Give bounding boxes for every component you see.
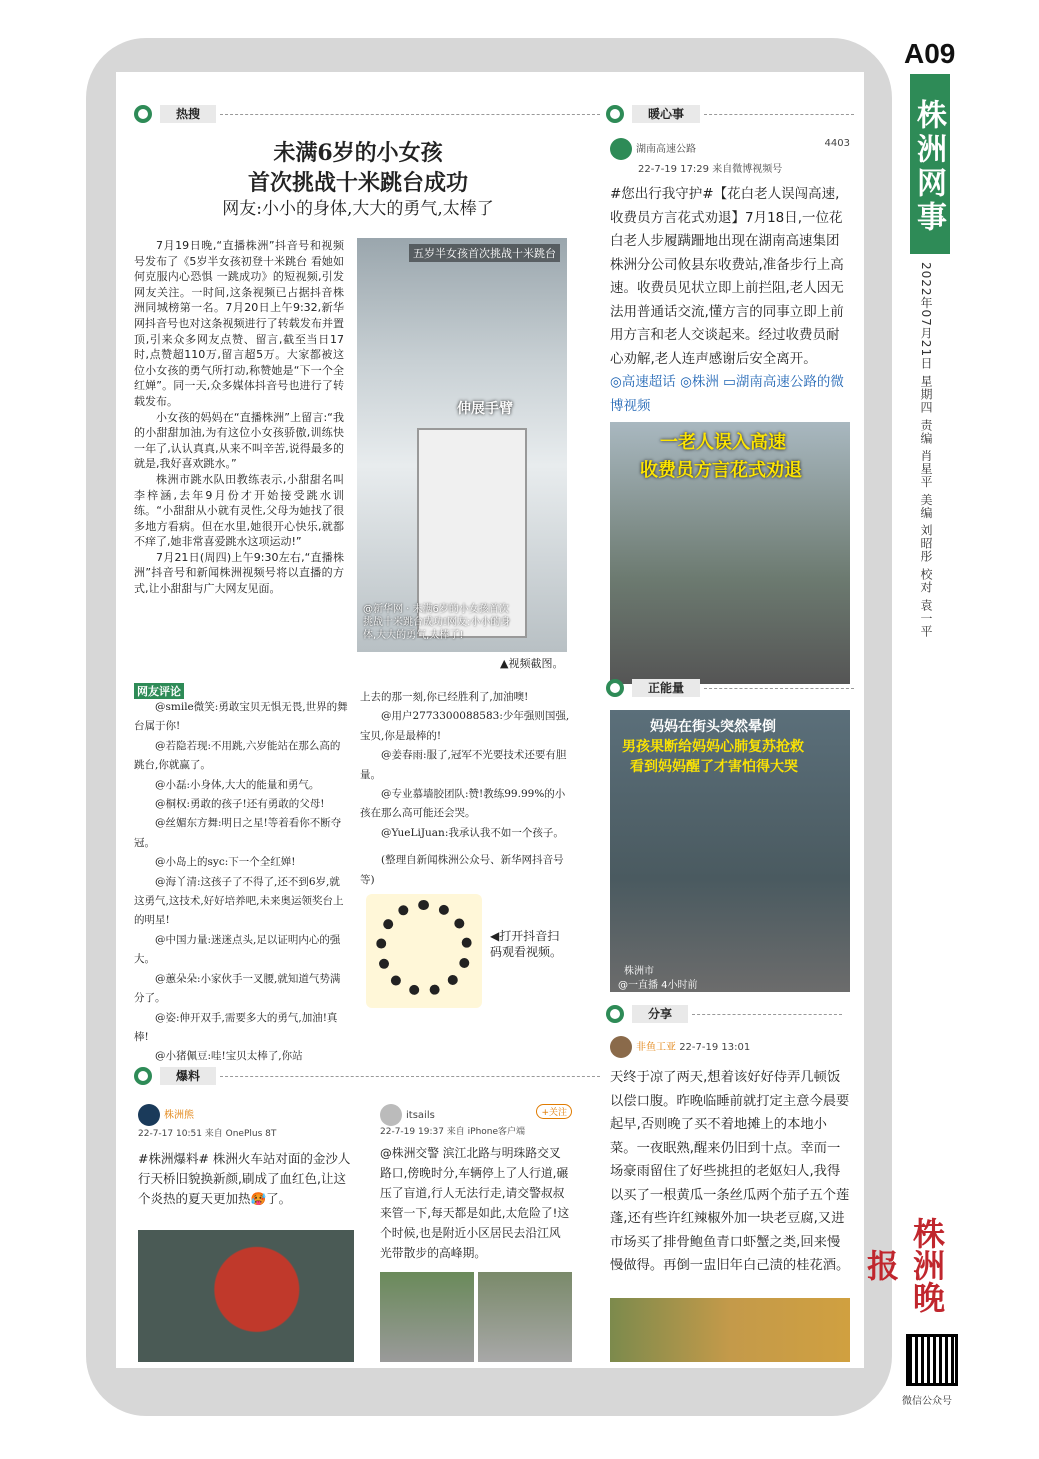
video-description: @新华网 · 末满6岁的小女孩首次挑战十米跳台成功!网友:小小的身体,大大的勇气,太棒了! bbox=[363, 604, 511, 641]
weibo-user[interactable]: itsails bbox=[406, 1110, 435, 1121]
post-links[interactable]: ◎高速超话 ◎株洲 ▭湖南高速公路的微博视频 bbox=[610, 374, 844, 414]
video-screenshot bbox=[357, 238, 567, 652]
page-number: A09 bbox=[904, 38, 956, 69]
section-head-hot bbox=[134, 104, 600, 124]
warm-img-text-1: 一老人误入高速 bbox=[660, 432, 786, 453]
red-bridge-photo bbox=[138, 1230, 354, 1362]
hot-headline bbox=[148, 138, 568, 220]
positive-location: 株洲市 bbox=[624, 966, 654, 977]
tipoff-post-text-2: @株洲交警 滨江北路与明珠路交叉路口,傍晚时分,车辆停上了人行道,碾压了盲道,行人无法行走,请交警叔叔来管一下,每天都是如此,太危险了!这个时候,也是附近小区居民去沿江风光带散步的高峰期。 bbox=[380, 1146, 570, 1260]
post-time: 22-7-19 13:01 bbox=[679, 1042, 751, 1053]
comment: @小磊:小身体,大大的能量和勇气。 bbox=[155, 778, 320, 791]
hot-article bbox=[134, 238, 344, 597]
article-paragraph: 7月21日(周四)上午9:30左右,“直播株洲”抖音号和新闻株洲视频号将以直播的方式,让小甜甜与广大网友见面。 bbox=[134, 550, 344, 596]
section-dot-icon bbox=[134, 1067, 152, 1085]
wechat-qr-code bbox=[906, 1334, 958, 1386]
comment: @中国力量:迷迷点头,足以证明内心的强大。 bbox=[134, 933, 341, 966]
comment: 上去的那一刻,你已经胜利了,加油噢! bbox=[360, 691, 529, 703]
douyin-qr-code[interactable] bbox=[366, 894, 482, 1008]
share-weibo-card bbox=[610, 1036, 850, 1360]
comments-title: 网友评论 bbox=[134, 683, 184, 699]
warm-video-image bbox=[610, 422, 850, 684]
section-head-positive bbox=[606, 678, 854, 698]
comment: @蕙朵朵:小家伙手一叉腰,就知道气势满分了。 bbox=[134, 972, 341, 1005]
comments-left bbox=[134, 698, 348, 1067]
section-head-share bbox=[606, 1004, 842, 1024]
warm-weibo-card bbox=[610, 138, 850, 664]
article-paragraph: 小女孩的妈妈在“直播株洲”上留言:“我的小甜甜加油,为有这位小女孩骄傲,训练快一年了,认认真真,从来不叫辛苦,说得最多的就是,我好喜欢跳水。” bbox=[134, 410, 344, 471]
section-dot-icon bbox=[606, 105, 624, 123]
comment: @姿:伸开双手,需要多大的勇气,加油!真棒! bbox=[134, 1011, 338, 1043]
qr-instruction: ◀打开抖音扫码观看视频。 bbox=[490, 929, 563, 959]
warm-img-text-2: 收费员方言花式劝退 bbox=[640, 460, 802, 481]
warm-post-text: #您出行我守护#【花白老人误闯高速,收费员方言花式劝退】7月18日,一位花白老人步履蹒跚地出现在湖南高速集团株洲分公司攸县东收费站,准备步行上高速。收费员见状立即上前拦阻,老人因无法用普通话交流,懂方言的同事立即上前用方言和老人交谈起来。经过收费员耐心劝解,老人连声感谢后安全离开。 bbox=[610, 186, 844, 367]
section-dot-icon bbox=[606, 679, 624, 697]
comment: @海丫清:这孩子了不得了,还不到6岁,就这勇气,这技术,好好培养吧,未来奥运领奖台上的明星! bbox=[134, 875, 344, 927]
avatar bbox=[138, 1104, 160, 1126]
comment: @专业慕墙胶团队:赞!教练99.99%的小孩在那么高可能还会哭。 bbox=[360, 788, 566, 820]
section-label-share: 分享 bbox=[632, 1005, 688, 1023]
tipoff-card-1 bbox=[138, 1104, 354, 1362]
comment: @smile微笑:勇敢宝贝无惧无畏,世界的舞台属于你! bbox=[134, 701, 348, 733]
positive-time: @一直播 4小时前 bbox=[618, 980, 698, 991]
edition-info: 2022年07月21日 星期四 责编 肖星平 美编 刘昭彤 校对 袁一平 bbox=[919, 262, 933, 638]
comment: @姜春雨:服了,冠军不光要技术还要有胆量。 bbox=[360, 749, 567, 781]
weibo-user[interactable]: 非鱼工亚 bbox=[636, 1042, 676, 1053]
avatar bbox=[610, 1036, 632, 1058]
headline-line-1: 未满6岁的小女孩 bbox=[273, 140, 443, 166]
post-time: 22-7-19 17:29 来自微博视频号 bbox=[638, 164, 783, 175]
positive-text-1: 妈妈在街头突然晕倒 bbox=[650, 719, 776, 735]
section-dot-icon bbox=[606, 1005, 624, 1023]
section-label-warm: 暖心事 bbox=[632, 105, 700, 123]
video-title: 五岁半女孩首次挑战十米跳台 bbox=[409, 244, 560, 262]
article-paragraph: 株洲市跳水队田教练表示,小甜甜名叫李梓涵,去年9月份才开始接受跳水训练。“小甜甜从小就有灵性,父母为她找了很多地方看病。但在水里,她很开心快乐,就都不痒了,她非常喜爱跳水这项运动!” bbox=[134, 472, 344, 549]
weibo-user[interactable]: 株洲熊 bbox=[164, 1110, 194, 1121]
headline-subtitle: 网友:小小的身体,大大的勇气,太棒了 bbox=[222, 199, 494, 219]
newspaper-logo: 株洲晚报 bbox=[862, 1217, 946, 1313]
positive-text-3: 看到妈妈醒了才害怕得大哭 bbox=[630, 759, 798, 775]
parked-cars-photo-2 bbox=[478, 1272, 572, 1362]
wechat-qr-label: 微信公众号 bbox=[902, 1396, 952, 1407]
avatar bbox=[610, 138, 632, 160]
comment: @小猪佩豆:哇!宝贝太棒了,你站 bbox=[155, 1050, 303, 1063]
video-subtitle: 伸展手臂 bbox=[457, 401, 513, 417]
video-caption: ▲视频截图。 bbox=[500, 657, 564, 670]
section-head-tipoff bbox=[134, 1066, 600, 1086]
food-photos bbox=[610, 1298, 850, 1362]
post-time: 22-7-19 19:37 来自 iPhone客户端 bbox=[380, 1127, 526, 1137]
comment: @用户2773300088583:少年强则国强,宝贝,你是最棒的! bbox=[360, 710, 570, 742]
section-dot-icon bbox=[134, 105, 152, 123]
headline-line-2: 首次挑战十米跳台成功 bbox=[247, 170, 468, 196]
comment: @YueLiJuan:我承认我不如一个孩子。 bbox=[381, 826, 564, 839]
weibo-user[interactable]: 湖南高速公路 bbox=[636, 144, 696, 155]
view-count: 4403 bbox=[824, 138, 850, 149]
comments-right bbox=[360, 688, 572, 890]
section-label-hot: 热搜 bbox=[160, 105, 216, 123]
positive-video-image bbox=[610, 710, 850, 992]
section-label-tipoff: 爆料 bbox=[160, 1067, 216, 1085]
avatar bbox=[380, 1104, 402, 1126]
comment: @若隐若现:不用跳,六岁能站在那么高的跳台,你就赢了。 bbox=[134, 739, 341, 772]
comment: @小岛上的syc:下一个全红婵! bbox=[155, 856, 296, 869]
tipoff-card-2 bbox=[380, 1104, 572, 1362]
comment: @丝媚东方舞:明日之星!等着看你不断夺冠。 bbox=[134, 817, 342, 849]
comments-source: (整理自新闻株洲公众号、新华网抖音号等) bbox=[360, 854, 564, 886]
positive-text-2: 男孩果断给妈妈心肺复苏抢救 bbox=[622, 739, 804, 755]
tipoff-post-text-1: #株洲爆料# 株洲火车站对面的金沙人行天桥旧貌换新颜,刷成了血红色,让这个炎热的夏天更加热🥵了。 bbox=[138, 1151, 351, 1206]
parked-cars-photo-1 bbox=[380, 1272, 474, 1362]
follow-button[interactable]: +关注 bbox=[536, 1104, 572, 1119]
share-post-text: 天终于凉了两天,想着该好好侍弄几顿饭以偿口腹。昨晚临睡前就打定主意今晨要起早,否则晚了买不着地摊上的本地小菜。一夜眠熟,醒来仍旧到十点。幸而一场豪雨留住了好些挑担的老妪妇人,我得以买了一根黄瓜一条丝瓜两个茄子五个莲蓬,还有些许红辣椒外加一块老豆腐,又进市场买了排骨鲍鱼青口虾蟹之类,回来慢慢做得。再倒一盅旧年白己渍的桂花酒。 bbox=[610, 1070, 850, 1273]
article-paragraph: 7月19日晚,“直播株洲”抖音号和视频号发布了《5岁半女孩初登十米跳台 看她如何克服内心恐惧 一跳成功》的短视频,引发网友关注。一时间,这条视频已占据抖音株洲同城榜第一名。7月20日上午9:32,新华网抖音号也对这条视频进行了转载发布并置顶,引来众多网友点赞、留言,截至当日17时,点赞超110万,留言超5万。大家都被这位小女孩的勇气所打动,称赞她是“下一个全红婵”。同一天,众多媒体抖音号也进行了转载发布。 bbox=[134, 239, 344, 408]
post-time: 22-7-17 10:51 来自 OnePlus 8T bbox=[138, 1129, 277, 1139]
comment: @桐权:勇敢的孩子!还有勇敢的父母! bbox=[155, 798, 325, 811]
section-head-warm bbox=[606, 104, 854, 124]
section-label-positive: 正能量 bbox=[632, 679, 700, 697]
section-title: 株洲网事 bbox=[910, 74, 950, 254]
